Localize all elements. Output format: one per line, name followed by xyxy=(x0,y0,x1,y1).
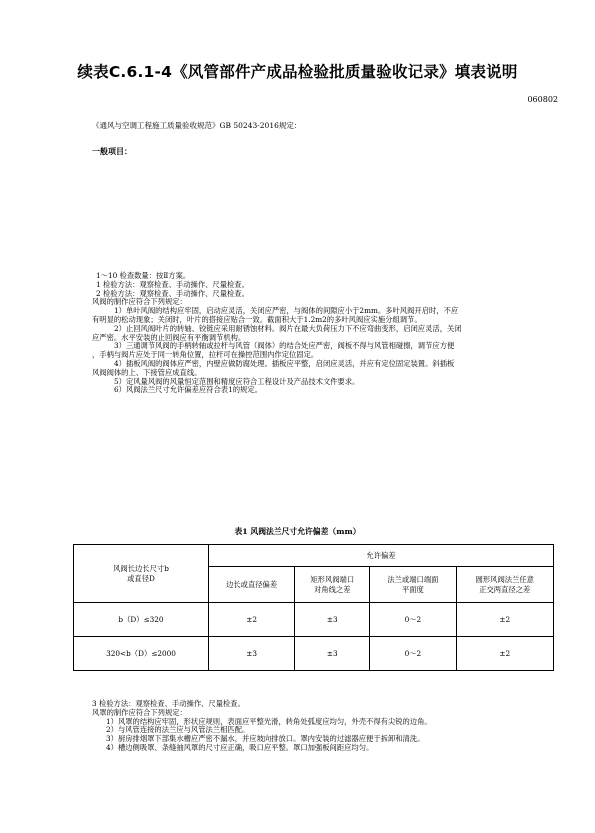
row-label: b（D）≤320 xyxy=(74,603,209,637)
text-line: 1）风罩的结构应牢固，形状应规则，表面应平整光滑，转角处弧度应均匀，外壳不得有尖锐的边角。 xyxy=(106,716,432,726)
text-line: 应严密。水平安装的止回阀应有平衡调节机构。 xyxy=(92,332,246,342)
table-cell: ±3 xyxy=(295,603,370,637)
table-cell: ±3 xyxy=(209,637,295,671)
table-cell: 0～2 xyxy=(370,603,456,637)
flange-tolerance-table xyxy=(73,544,554,671)
text-line: 有明显的松动现象；关闭时，叶片的搭接应贴合一致。截面积大于1.2m2的多叶风阀应实施分组调节。 xyxy=(92,314,422,324)
text-line: 4）插板风阀的阀体应严密，内壁应做防腐处理。插板应平整，启闭应灵活，并应有定位固定装置。斜插板 xyxy=(114,358,455,368)
text-line: 5）定风量风阀的风量恒定范围和精度应符合工程设计及产品技术文件要求。 xyxy=(114,376,360,386)
page-title: 续表C.6.1-4《风管部件产成品检验批质量验收记录》填表说明 xyxy=(77,63,518,81)
valve-requirements xyxy=(92,272,562,395)
table-cell: ±3 xyxy=(295,637,370,671)
spec-reference: 《通风与空调工程施工质量验收规范》GB 50243-2016规定： xyxy=(92,121,302,130)
text-line: 4）槽边侧吸罩、条缝抽风罩的尺寸应正确，吸口应平整。罩口加强板间距应均匀。 xyxy=(106,742,374,752)
table-cell: ±2 xyxy=(456,637,553,671)
text-line: 风罩的制作应符合下列规定： xyxy=(92,707,187,717)
column-header: 法兰或端口端面 平面度 xyxy=(370,567,456,603)
text-line: 1～10 检查数量：按Ⅱ方案。 xyxy=(96,271,191,280)
text-line: 6）风阀法兰尺寸允许偏差应符合表1的规定。 xyxy=(114,385,262,395)
text-line: 3 检验方法：观察检查、手动操作、尺量检查。 xyxy=(92,699,245,708)
table-cell: 0～2 xyxy=(370,637,456,671)
table-cell: ±2 xyxy=(456,603,553,637)
form-code: 060802 xyxy=(527,95,558,104)
hood-requirements xyxy=(92,700,572,753)
text-line: 2）与风管连接的法兰应与风管法兰相匹配。 xyxy=(106,725,250,735)
row-header-cell: 风阀长边长尺寸b 或直径D xyxy=(74,545,209,603)
column-header: 圆形风阀法兰任意 正交两直径之差 xyxy=(456,567,553,603)
text-line: 3）厨房排烟罩下部集水槽应严密不漏水，并应坡向排放口。罩内安装的过滤器应便于拆卸和清洗。 xyxy=(106,734,425,744)
group-header-cell: 允许偏差 xyxy=(209,545,554,567)
text-line: 1 检验方法：观察检查、手动操作、尺量检查。 xyxy=(96,279,249,289)
text-line: 风阀的制作应符合下列规定： xyxy=(92,297,187,307)
table-caption: 表1 风阀法兰尺寸允许偏差（mm） xyxy=(234,527,361,536)
text-line: 3）三通调节风阀的手柄转轴或拉杆与风管（阀体）的结合处应严密，阀板不得与风管相碰擦，调节应方便 xyxy=(114,341,455,351)
text-line: 1）单叶风阀的结构应牢固，启动应灵活，关闭应严密，与阀体的间隙应小于2mm。多叶风阀开启时，不应 xyxy=(114,306,459,316)
text-line: ，手柄与阀片应处于同一转角位置，拉杆可在操控范围内作定位固定。 xyxy=(92,350,319,360)
column-header: 边长或直径偏差 xyxy=(209,567,295,603)
table-row xyxy=(74,637,554,671)
text-line: 2 检验方法：观察检查、手动操作、尺量检查。 xyxy=(96,288,249,298)
text-line: 风阀阀体的上、下接管应成直线。 xyxy=(92,367,202,377)
row-label: 320<b（D）≤2000 xyxy=(74,637,209,671)
text-line: 2）止回风阀叶片的转轴、铰链应采用耐锈蚀材料。阀片在最大负荷压力下不应弯曲变形，启闭应灵活，关闭 xyxy=(114,323,462,333)
column-header: 矩形风阀端口 对角线之差 xyxy=(295,567,370,603)
general-items-heading: 一般项目： xyxy=(92,146,132,156)
table-row xyxy=(74,603,554,637)
table-cell: ±2 xyxy=(209,603,295,637)
